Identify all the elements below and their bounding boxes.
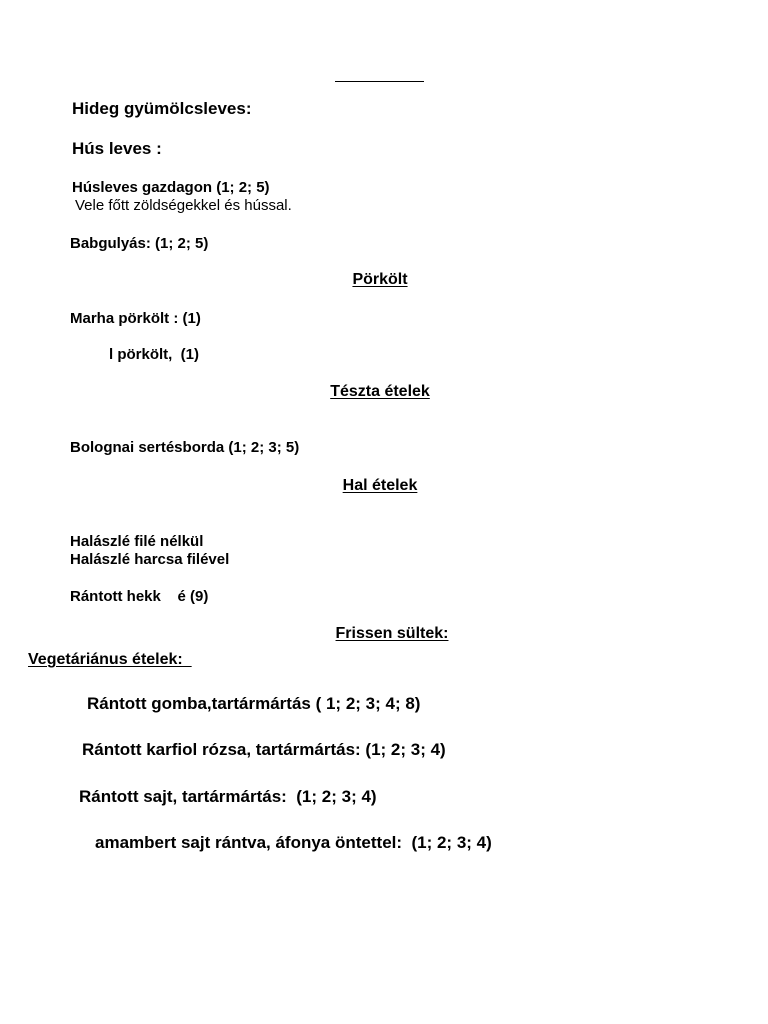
vegetarian-heading: Vegetáriánus ételek: bbox=[28, 651, 192, 668]
teszta-heading: Tészta ételek bbox=[330, 383, 430, 400]
porkolt-item: l pörkölt, (1) bbox=[109, 346, 199, 363]
hal-item: Halászlé filé nélkül bbox=[70, 533, 204, 550]
vegetarian-item: amambert sajt rántva, áfonya öntettel: (1; 2; 3; 4) bbox=[95, 833, 492, 852]
porkolt-item: Marha pörkölt : (1) bbox=[70, 310, 201, 327]
husleves-description: Vele főtt zöldségekkel és hússal. bbox=[75, 197, 292, 214]
title-underline bbox=[335, 81, 424, 82]
porkolt-heading: Pörkölt bbox=[352, 271, 408, 288]
hal-item: Rántott hekk é (9) bbox=[70, 588, 209, 605]
hal-heading: Hal ételek bbox=[342, 477, 418, 494]
vegetarian-item: Rántott sajt, tartármártás: (1; 2; 3; 4) bbox=[79, 787, 377, 806]
vegetarian-item: Rántott karfiol rózsa, tartármártás: (1; 2; 3; 4) bbox=[82, 740, 446, 759]
frissen-heading: Frissen sültek: bbox=[335, 625, 449, 642]
husleves-item: Húsleves gazdagon (1; 2; 5) bbox=[72, 179, 270, 196]
cold-fruit-soup-item: Hideg gyümölcsleves: bbox=[72, 99, 252, 118]
hal-item: Halászlé harcsa filével bbox=[70, 551, 230, 568]
meat-soup-heading: Hús leves : bbox=[72, 139, 162, 158]
teszta-item: Bolognai sertésborda (1; 2; 3; 5) bbox=[70, 439, 300, 456]
vegetarian-item: Rántott gomba,tartármártás ( 1; 2; 3; 4; 8) bbox=[87, 694, 421, 713]
babgulyas-item: Babgulyás: (1; 2; 5) bbox=[70, 235, 209, 252]
